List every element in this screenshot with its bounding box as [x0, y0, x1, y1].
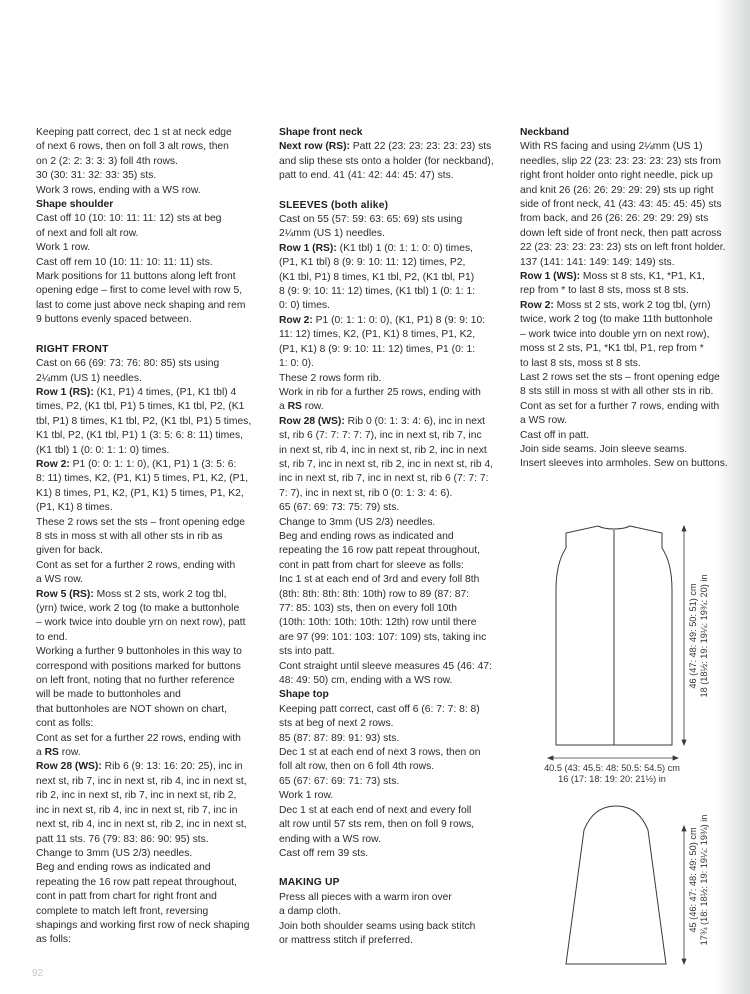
text-span: Press all pieces with a warm iron over: [279, 891, 452, 903]
text-span: Last 2 rows set the sts – front opening edge: [520, 371, 720, 383]
text-span: Working a further 9 buttonholes in this way to: [36, 646, 242, 658]
text-line: [279, 631, 509, 645]
text-span: a: [279, 401, 288, 413]
text-span: Cont as set for a further 2 rows, ending with: [36, 559, 236, 571]
text-line: [36, 212, 264, 226]
text-span: sts at beg of next 2 rows.: [279, 718, 394, 730]
text-line: [520, 256, 730, 270]
text-span: 30 (30: 31: 32: 33: 35) sts.: [36, 170, 157, 182]
text-span: 2¼mm (US 1) needles.: [36, 372, 142, 384]
text-span: 8: 11) times, K2, (P1, K1) 5 times, P1, K2, (P1,: [36, 473, 249, 485]
text-line: [279, 227, 509, 241]
text-line: [520, 184, 730, 198]
text-line: [279, 920, 509, 934]
sub-heading: Shape front neck: [279, 127, 363, 138]
row-instruction-line: [36, 386, 264, 400]
text-span: moss st 2 sts, P1, *K1 tbl, P1, rep from *: [520, 343, 704, 355]
text-line: [36, 155, 264, 169]
text-span: repeating the 16 row patt repeat throughout,: [279, 545, 480, 557]
text-span: on 2 (2: 2: 3: 3: 3) foll 4th rows.: [36, 155, 178, 167]
text-span: (8th: 8th: 8th: 8th: 10th) row to 89 (87: 87:: [279, 588, 470, 600]
text-line: [279, 487, 509, 501]
text-span: 0: 0) times.: [279, 300, 330, 312]
text-span: (P1, K1) 8 (9: 9: 10: 11: 12) times, P1 (0: 1:: [279, 343, 476, 355]
text-span: Moss st 2 sts, work 2 tog tbl, (yrn): [553, 299, 711, 311]
body-length-cm: 46 (47: 48: 49: 50: 51) cm: [688, 583, 698, 689]
text-span: 22 (23: 23: 23: 23: 23) sts on left front holder.: [520, 242, 726, 254]
text-line: [36, 140, 264, 154]
text-span: times, P2, (K1 tbl, P1) 5 times, K1 tbl, P2, (K1: [36, 401, 245, 413]
text-line: [279, 760, 509, 774]
text-span: Cast off rem 39 sts.: [279, 847, 369, 859]
text-line: [36, 833, 264, 847]
text-line: [36, 169, 264, 183]
text-span: of next and foll alt row.: [36, 227, 139, 239]
text-line: [279, 444, 509, 458]
text-line: [36, 602, 264, 616]
text-span: next st, rib 7, inc in next st, rib 4, inc in next st,: [36, 775, 247, 787]
text-line: [520, 198, 730, 212]
text-span: 8 sts in moss st with all other sts in rib as: [36, 530, 223, 542]
text-line: [36, 126, 264, 140]
text-line: [279, 602, 509, 616]
text-span: Work in rib for a further 25 rows, ending with: [279, 386, 481, 398]
sleeve-length-measure: [682, 826, 686, 964]
text-line: [36, 933, 264, 947]
text-span: 7: 7), inc in next st, rib 0 (0: 1: 3: 4: 6).: [279, 487, 453, 499]
text-line: [36, 688, 264, 702]
text-span: P1 (0: 0: 1: 1: 0), (K1, P1) 1 (3: 5: 6:: [69, 458, 237, 470]
text-line: [520, 371, 730, 385]
text-line: [36, 284, 264, 298]
text-line: [36, 415, 264, 429]
emphasis: RS: [287, 401, 302, 413]
column-right: [520, 126, 730, 472]
text-line: [279, 386, 509, 400]
text-line: [36, 616, 264, 630]
text-span: Cast on 55 (57: 59: 63: 65: 69) sts using: [279, 214, 463, 226]
text-line: [279, 717, 509, 731]
text-span: – work twice into double yrn on next row),: [520, 328, 710, 340]
text-line: [279, 256, 509, 270]
text-span: 85 (87: 87: 89: 91: 93) sts.: [279, 732, 400, 744]
text-span: Mark positions for 11 buttons along left front: [36, 271, 236, 283]
text-span: rib 2, inc in next st, rib 7, inc in next st, rib 2,: [36, 790, 237, 802]
text-span: in next st, rib 4, inc in next st, rib 2, inc in next: [279, 444, 487, 456]
text-line: [279, 847, 509, 861]
text-span: Beg and ending rows as indicated and: [36, 862, 211, 874]
text-line: [520, 155, 730, 169]
text-line: [520, 457, 730, 471]
text-line: [36, 703, 264, 717]
text-line: [279, 472, 509, 486]
text-span: down left side of front neck, then patt across: [520, 227, 722, 239]
row-instruction-line: [279, 415, 509, 429]
body-length-in: 18 (18½: 19: 19¼: 19¾: 20) in: [699, 574, 709, 698]
text-line: [36, 890, 264, 904]
section-heading: SLEEVES (both alike): [279, 199, 389, 211]
text-line: [36, 804, 264, 818]
text-span: Keeping patt correct, dec 1 st at neck edge: [36, 127, 232, 138]
text-line: [520, 227, 730, 241]
text-span: Cont as set for a further 22 rows, ending with: [36, 732, 241, 744]
text-span: (P1, K1) 8 times.: [36, 502, 113, 514]
text-line: [36, 487, 264, 501]
text-span: cont in patt from chart for sleeve as folls:: [279, 559, 464, 571]
body-width-measure: [548, 756, 678, 760]
text-line: [36, 631, 264, 645]
text-line: [279, 818, 509, 832]
text-line: [520, 169, 730, 183]
text-line: [279, 213, 509, 227]
text-line: [36, 256, 264, 270]
sub-heading: Neckband: [520, 127, 570, 138]
text-line: [520, 284, 730, 298]
text-line: [520, 443, 730, 457]
text-line: [279, 544, 509, 558]
section-heading: MAKING UP: [279, 877, 340, 889]
section-heading: RIGHT FRONT: [36, 343, 109, 355]
text-line: [520, 414, 730, 428]
text-span: a WS row.: [520, 415, 567, 427]
text-span: that buttonholes are NOT shown on chart,: [36, 703, 227, 715]
text-span: and slip these sts onto a holder (for neckband),: [279, 155, 494, 167]
text-span: given for back.: [36, 545, 103, 557]
text-span: 8 sts still in moss st with all other sts in rib.: [520, 386, 714, 398]
text-line: [36, 429, 264, 443]
text-line: [36, 530, 264, 544]
text-line: [279, 516, 509, 530]
text-line: [36, 674, 264, 688]
text-span: right front holder onto right needle, pick up: [520, 170, 713, 182]
text-line: [279, 530, 509, 544]
text-span: 1: 0: 0).: [279, 358, 314, 370]
text-span: (yrn) twice, work 2 tog (to make a buttonhole: [36, 603, 240, 614]
text-line: [36, 876, 264, 890]
text-span: or mattress stitch if preferred.: [279, 934, 413, 946]
text-span: a damp cloth.: [279, 906, 341, 918]
row-label: Row 2:: [520, 299, 554, 311]
text-span: as folls:: [36, 934, 71, 946]
text-line: [279, 789, 509, 803]
text-line: [279, 645, 509, 659]
emphasis: RS: [44, 747, 59, 759]
text-span: next st, rib 4, inc in next st, rib 2, inc in next st,: [36, 819, 247, 831]
text-line: [279, 674, 509, 688]
row-instruction-line: [36, 760, 264, 774]
body-length-measure: [682, 526, 686, 745]
text-span: are 97 (99: 101: 103: 107: 109) sts, taking inc: [279, 631, 487, 643]
row-instruction-line: [36, 588, 264, 602]
text-line: [279, 616, 509, 630]
text-line: [279, 746, 509, 760]
text-span: 65 (67: 69: 73: 75: 79) sts.: [279, 502, 400, 514]
text-span: st, rib 7, inc in next st, rib 2, inc in next st, rib 4,: [279, 458, 494, 470]
paragraph-spacer: [36, 328, 264, 343]
body-width-in: 16 (17: 18: 19: 20: 21½) in: [558, 774, 666, 784]
text-line: [36, 645, 264, 659]
paragraph-spacer: [279, 861, 509, 876]
text-span: tbl, P1) 8 times, K1 tbl, P2, (K1 tbl, P1) 5 times,: [36, 415, 252, 427]
text-span: P1 (0: 1: 1: 0: 0), (K1, P1) 8 (9: 9: 10:: [312, 314, 486, 326]
text-span: from back, and 26 (26: 26: 29: 29: 29) sts: [520, 213, 709, 225]
text-span: Cast off 10 (10: 10: 11: 11: 12) sts at beg: [36, 213, 222, 225]
text-line: [36, 847, 264, 861]
text-span: rep from * to last 8 sts, moss st 8 sts.: [520, 285, 689, 297]
text-span: Change to 3mm (US 2/3) needles.: [279, 516, 436, 528]
text-line: [36, 357, 264, 371]
text-line: [279, 357, 509, 371]
text-span: Cont as set for a further 7 rows, ending with: [520, 400, 720, 412]
text-span: These 2 rows form rib.: [279, 372, 382, 384]
row-instruction-line: [36, 458, 264, 472]
text-span: 65 (67: 67: 69: 71: 73) sts.: [279, 775, 400, 787]
text-span: Dec 1 st at each end of next and every foll: [279, 804, 472, 816]
text-span: 48: 49: 50) cm, ending with a WS row.: [279, 675, 453, 687]
text-span: cont in patt from chart for right front and: [36, 891, 217, 903]
text-line: [36, 313, 264, 327]
text-span: 11: 12) times, K2, (P1, K1) 8 times, P1, K2,: [279, 329, 476, 341]
text-line: [36, 400, 264, 414]
text-line: [520, 313, 730, 327]
text-span: (10th: 10th: 10th: 10th: 12th) row until there: [279, 617, 477, 629]
text-span: on left front, noting that no further reference: [36, 675, 235, 687]
row-label: Row 1 (WS):: [520, 271, 581, 283]
body-outline: [556, 526, 672, 745]
text-span: a: [36, 747, 45, 759]
text-span: patt 11 sts. 76 (79: 83: 86: 90: 95) sts.: [36, 833, 209, 845]
text-span: inc in next st, rib 4, inc in next st, rib 7, inc in: [36, 804, 238, 816]
text-span: inc in next st, rib 7, inc in next st, rib 6 (7: 7: 7:: [279, 473, 489, 485]
text-line: [279, 429, 509, 443]
text-span: correspond with positions marked for buttons: [36, 660, 241, 672]
row-label: Row 2:: [279, 314, 313, 326]
text-span: Patt 22 (23: 23: 23: 23: 23) sts: [349, 141, 492, 153]
text-line: [279, 372, 509, 386]
text-span: – work twice into double yrn on next row), patt: [36, 617, 246, 629]
text-span: shapings and working first row of neck shaping: [36, 919, 250, 931]
text-line: [520, 140, 730, 154]
sleeve-length-cm: 45 (46: 47: 48: 49: 50) cm: [688, 827, 698, 933]
text-line: [36, 501, 264, 515]
text-span: patt to end. 41 (41: 42: 44: 45: 47) sts.: [279, 170, 454, 182]
text-span: Join both shoulder seams using back stitch: [279, 920, 476, 932]
text-line: [279, 285, 509, 299]
text-line: [36, 544, 264, 558]
text-line: [520, 342, 730, 356]
text-line: [279, 169, 509, 183]
column-left: [36, 126, 264, 948]
text-span: Keeping patt correct, cast off 6 (6: 7: 7: 8: 8): [279, 703, 480, 715]
body-schematic: [556, 526, 672, 745]
text-span: Beg and ending rows as indicated and: [279, 530, 454, 542]
text-line: [36, 789, 264, 803]
text-span: (K1 tbl) 1 (0: 0: 1: 1: 0) times.: [36, 444, 170, 456]
text-line: [279, 458, 509, 472]
text-line: [279, 155, 509, 169]
sub-heading: Shape shoulder: [36, 199, 114, 211]
text-span: cont as folls:: [36, 718, 94, 730]
text-span: Change to 3mm (US 2/3) needles.: [36, 847, 193, 859]
body-width-cm: 40.5 (43: 45.5: 48: 50.5: 54.5) cm: [544, 763, 680, 773]
text-span: 137 (141: 141: 149: 149: 149) sts.: [520, 256, 675, 268]
text-line: [36, 184, 264, 198]
text-span: 8 (9: 9: 10: 11: 12) times, (K1 tbl) 1 (0: 1: 1:: [279, 286, 476, 298]
text-line: [279, 573, 509, 587]
text-line: [36, 746, 264, 760]
text-line: [36, 775, 264, 789]
text-span: Cast off in patt.: [520, 429, 590, 441]
row-label: Row 1 (RS):: [36, 386, 94, 398]
text-line: [279, 400, 509, 414]
text-span: (P1, K1 tbl) 8 (9: 9: 10: 11: 12) times, P2,: [279, 257, 466, 269]
sleeve-schematic: [566, 806, 666, 964]
text-span: 9 buttons evenly spaced between.: [36, 314, 192, 326]
text-line: [36, 660, 264, 674]
text-line: [279, 501, 509, 515]
text-line: [279, 775, 509, 789]
text-span: last to come just above neck shaping and rem: [36, 299, 246, 311]
text-line: [36, 559, 264, 573]
row-instruction-line: [520, 299, 730, 313]
page-number: 92: [32, 968, 44, 979]
text-line: [520, 429, 730, 443]
text-span: Dec 1 st at each end of next 3 rows, then on: [279, 747, 481, 759]
text-span: (K1, P1) 4 times, (P1, K1 tbl) 4: [93, 386, 237, 398]
row-instruction-line: [279, 242, 509, 256]
text-span: ending with a WS row.: [279, 833, 381, 845]
text-span: needles, slip 22 (23: 23: 23: 23: 23) sts from: [520, 155, 721, 167]
text-span: Work 3 rows, ending with a WS row.: [36, 184, 201, 196]
text-line: [36, 732, 264, 746]
text-span: alt row until 57 sts rem, then on foll 9 rows,: [279, 819, 475, 831]
text-span: Work 1 row.: [36, 242, 91, 254]
text-span: K1 tbl, P2, (K1 tbl, P1) 1 (3: 5: 6: 8: 11) times,: [36, 430, 243, 442]
text-span: of next 6 rows, then on foll 3 alt rows, then: [36, 141, 229, 153]
row-instruction-line: [520, 270, 730, 284]
text-line: [36, 516, 264, 530]
text-line: [279, 703, 509, 717]
text-line: [36, 905, 264, 919]
text-span: (K1 tbl) 1 (0: 1: 1: 0: 0) times,: [336, 242, 473, 254]
text-line: [520, 385, 730, 399]
text-span: to last 8 sts, moss st 8 sts.: [520, 357, 641, 369]
text-span: side of front neck, 41 (43: 43: 45: 45: 45) sts: [520, 199, 722, 211]
text-span: foll alt row, then on 6 foll 4th rows.: [279, 761, 435, 773]
text-span: row.: [301, 401, 324, 413]
text-span: will be made to buttonholes and: [36, 689, 181, 701]
text-line: [36, 573, 264, 587]
text-line: [36, 270, 264, 284]
row-label: Row 1 (RS):: [279, 242, 337, 254]
text-line: [36, 919, 264, 933]
row-instruction-line: [279, 314, 509, 328]
text-span: Cast off rem 10 (10: 11: 10: 11: 11) sts.: [36, 256, 213, 268]
column-middle: [279, 126, 509, 948]
text-span: (K1 tbl, P1) 8 times, K1 tbl, P2, (K1 tbl, P1): [279, 271, 475, 283]
text-line: [279, 660, 509, 674]
text-line: [36, 444, 264, 458]
text-line: [279, 271, 509, 285]
row-instruction-line: [279, 140, 509, 154]
text-span: row.: [58, 747, 81, 759]
sleeve-length-in: 17¾ (18: 18½: 19: 19¼: 19¾) in: [699, 814, 709, 946]
text-span: st, rib 6 (7: 7: 7: 7: 7), inc in next st, rib 7, inc: [279, 430, 482, 442]
text-span: 77: 85: 103) sts, then on every foll 10th: [279, 603, 458, 614]
text-line: [279, 891, 509, 905]
text-span: Work 1 row.: [279, 790, 334, 802]
text-span: With RS facing and using 2¼mm (US 1): [520, 141, 703, 153]
text-line: [36, 818, 264, 832]
text-span: Rib 0 (0: 1: 3: 4: 6), inc in next: [344, 415, 486, 427]
text-span: complete to match left front, reversing: [36, 905, 209, 917]
text-line: [279, 804, 509, 818]
text-span: K1) 8 times, P1, K2, (P1, K1) 5 times, P1, K2,: [36, 487, 244, 499]
text-line: [36, 241, 264, 255]
text-span: Inc 1 st at each end of 3rd and every foll 8th: [279, 574, 480, 586]
text-line: [520, 400, 730, 414]
text-span: Rib 6 (9: 13: 16: 20: 25), inc in: [101, 761, 243, 773]
text-line: [36, 299, 264, 313]
text-line: [279, 833, 509, 847]
text-span: These 2 rows set the sts – front opening edge: [36, 516, 245, 528]
text-line: [279, 732, 509, 746]
text-line: [36, 717, 264, 731]
text-line: [520, 241, 730, 255]
sleeve-outline: [566, 806, 666, 964]
text-line: [279, 559, 509, 573]
text-line: [279, 343, 509, 357]
text-span: to end.: [36, 631, 68, 643]
text-span: and knit 26 (26: 26: 29: 29: 29) sts up right: [520, 184, 714, 196]
text-span: a WS row.: [36, 574, 83, 586]
text-span: Insert sleeves into armholes. Sew on buttons.: [520, 458, 728, 470]
text-span: 2¼mm (US 1) needles.: [279, 228, 385, 240]
row-label: Row 2:: [36, 458, 70, 470]
text-span: Join side seams. Join sleeve seams.: [520, 443, 688, 455]
row-label: Row 5 (RS):: [36, 588, 94, 600]
text-line: [279, 299, 509, 313]
text-span: Moss st 8 sts, K1, *P1, K1,: [580, 271, 705, 283]
text-span: twice, work 2 tog (to make 11th buttonhole: [520, 314, 713, 326]
text-line: [520, 212, 730, 226]
text-line: [36, 227, 264, 241]
text-line: [279, 588, 509, 602]
text-span: sts into patt.: [279, 646, 335, 658]
row-label: Row 28 (WS):: [36, 761, 102, 773]
text-span: repeating the 16 row patt repeat throughout,: [36, 876, 237, 888]
text-span: Cont straight until sleeve measures 45 (46: 47:: [279, 660, 492, 672]
row-label: Next row (RS):: [279, 141, 350, 153]
text-span: Cast on 66 (69: 73: 76: 80: 85) sts using: [36, 358, 220, 370]
text-line: [36, 372, 264, 386]
text-line: [36, 472, 264, 486]
text-line: [279, 328, 509, 342]
text-line: [520, 328, 730, 342]
text-span: opening edge – first to come level with row 5,: [36, 285, 243, 297]
text-line: [520, 357, 730, 371]
sub-heading: Shape top: [279, 689, 329, 701]
row-label: Row 28 (WS):: [279, 415, 345, 427]
paragraph-spacer: [279, 184, 509, 199]
text-span: Moss st 2 sts, work 2 tog tbl,: [93, 588, 227, 600]
text-line: [279, 934, 509, 948]
text-line: [279, 905, 509, 919]
text-line: [36, 861, 264, 875]
